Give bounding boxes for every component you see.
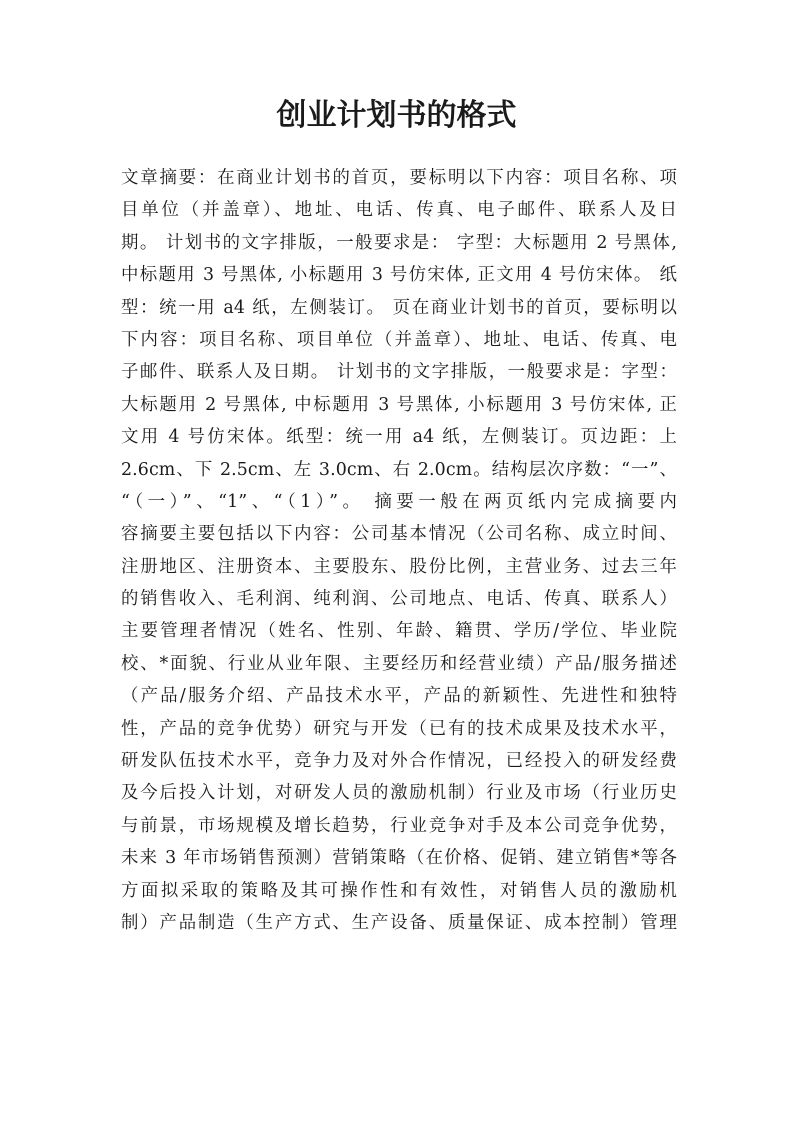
body-line: 未来 3 年市场销售预测）营销策略（在价格、促销、建立销售*等各 [121, 848, 677, 869]
body-line: 主要管理者情况（姓名、性别、年龄、籍贯、学历/学位、毕业院 [121, 621, 677, 642]
body-line: “（一）”、“1”、“（1）”。 摘要一般在两页纸内完成摘要内 [121, 491, 677, 512]
document-title: 创业计划书的格式 [276, 98, 517, 133]
body-line: 2.6cm、下 2.5cm、左 3.0cm、右 2.0cm。结构层次序数：“一”、 [121, 459, 677, 480]
body-line: 方面拟采取的策略及其可操作性和有效性，对销售人员的激励机 [121, 880, 677, 901]
body-line: 的销售收入、毛利润、纯利润、公司地点、电话、传真、联系人） [121, 589, 677, 610]
body-line: 容摘要主要包括以下内容：公司基本情况（公司名称、成立时间、 [121, 524, 677, 545]
body-line: 大标题用 2 号黑体, 中标题用 3 号黑体, 小标题用 3 号仿宋体, 正 [121, 394, 677, 415]
body-line: （产品/服务介绍、产品技术水平，产品的新颖性、先进性和独特 [121, 686, 677, 707]
body-line: 校、*面貌、行业从业年限、主要经历和经营业绩）产品/服务描述 [121, 653, 677, 674]
body-line: 中标题用 3 号黑体, 小标题用 3 号仿宋体, 正文用 4 号仿宋体。 纸 [121, 265, 677, 286]
body-line: 研发队伍技术水平，竞争力及对外合作情况，已经投入的研发经费 [121, 751, 677, 772]
body-line: 与前景，市场规模及增长趋势，行业竞争对手及本公司竞争优势， [121, 815, 677, 836]
document-body [121, 162, 677, 939]
body-line: 期。 计划书的文字排版，一般要求是： 字型：大标题用 2 号黑体, [121, 232, 677, 253]
body-line: 文用 4 号仿宋体。纸型：统一用 a4 纸，左侧装订。页边距：上 [121, 427, 677, 448]
body-line: 注册地区、注册资本、主要股东、股份比例，主营业务、过去三年 [121, 556, 677, 577]
body-line: 性，产品的竞争优势）研究与开发（已有的技术成果及技术水平， [121, 718, 677, 739]
body-line: 子邮件、联系人及日期。 计划书的文字排版，一般要求是：字型： [121, 362, 677, 383]
body-line: 目单位（并盖章）、地址、电话、传真、电子邮件、联系人及日 [121, 200, 677, 221]
body-line: 制）产品制造（生产方式、生产设备、质量保证、成本控制）管理 [121, 912, 677, 933]
body-line: 型：统一用 a4 纸，左侧装订。 页在商业计划书的首页，要标明以 [121, 297, 677, 318]
body-line: 下内容：项目名称、项目单位（并盖章）、地址、电话、传真、电 [121, 329, 677, 350]
body-line: 及今后投入计划，对研发人员的激励机制）行业及市场（行业历史 [121, 783, 677, 804]
body-line: 文章摘要：在商业计划书的首页，要标明以下内容：项目名称、项 [121, 168, 677, 188]
